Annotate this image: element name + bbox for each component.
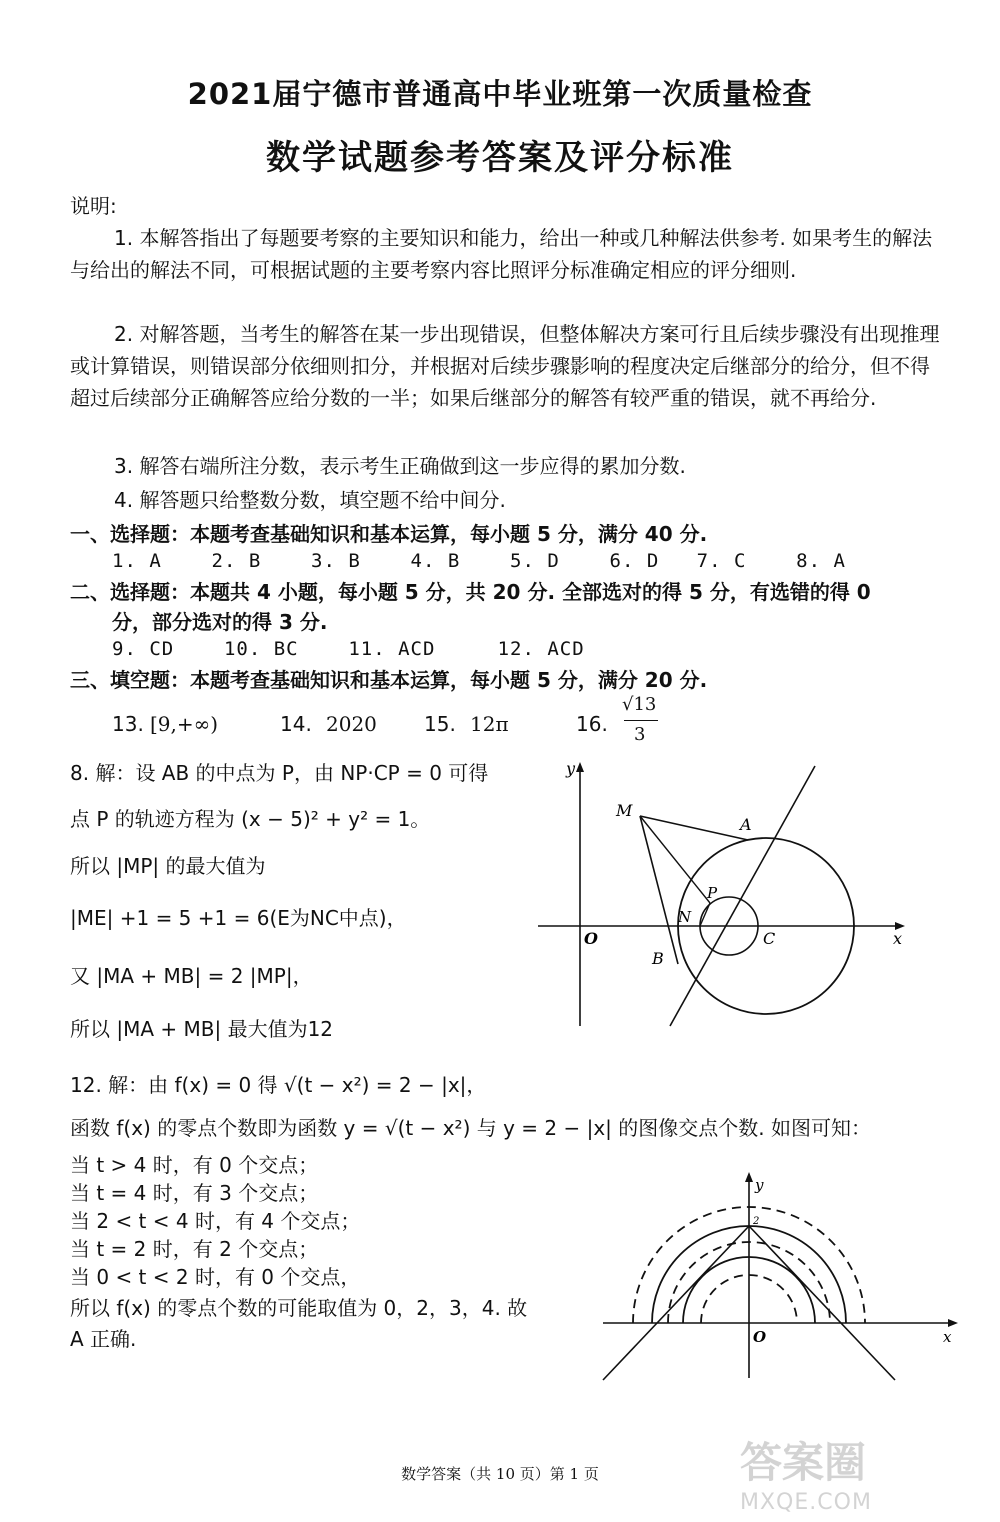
figure-8-diagram: [530, 758, 910, 1033]
sol8-line5: 又 |MA + MB| = 2 |MP|，: [70, 964, 313, 988]
segment-np: [700, 903, 710, 926]
document-title: 2021届宁德市普通高中毕业班第一次质量检查: [187, 77, 813, 111]
sol8-line4: |ME| +1 = 5 +1 = 6(E为NC中点)，: [70, 906, 407, 930]
y-axis-arrow: [576, 762, 584, 772]
sol12-case-2: 当 t = 4 时，有 3 个交点；: [70, 1181, 319, 1205]
label-b: B: [652, 949, 664, 968]
sol8-line6: 所以 |MA + MB| 最大值为12: [70, 1017, 334, 1041]
q16-numerator: √13: [622, 694, 657, 715]
label-o: O: [584, 929, 598, 948]
line-right: [749, 1226, 895, 1380]
q13-answer: [9,+∞): [150, 712, 219, 736]
q13-label: 13.: [112, 712, 144, 736]
note-item-4: 4. 解答题只给整数分数，填空题不给中间分.: [114, 488, 506, 512]
sol12-case-4: 当 t = 2 时，有 2 个交点；: [70, 1237, 319, 1261]
sol12-case-1: 当 t > 4 时，有 0 个交点；: [70, 1153, 319, 1177]
q14-answer: 2020: [326, 712, 377, 736]
q15-label: 15.: [424, 712, 456, 736]
line-ab: [670, 766, 815, 1026]
label-p: P: [707, 884, 718, 902]
section-3-answers: [112, 694, 712, 758]
line-left: [603, 1226, 749, 1380]
notes-heading: 说明:: [70, 194, 117, 218]
note-item-1: 1. 本解答指出了每题要考察的主要知识和能力，给出一种或几种解法供参考. 如果考生的解法与给出的解法不同，可根据试题的主要考察内容比照评分标准确定相应的评分细则.: [70, 226, 933, 282]
section-1-answers: 1. A 2. B 3. B 4. B 5. D 6. D 7. C 8. A: [112, 550, 846, 572]
fraction-bar: [624, 720, 658, 721]
sol12-line1: 12. 解：由 f(x) = 0 得 √(t − x²) = 2 − |x|，: [70, 1073, 487, 1097]
sol8-line1: 8. 解：设 AB 的中点为 P，由 NP·CP = 0 可得: [70, 761, 489, 785]
document-subtitle: 数学试题参考答案及评分标准: [266, 138, 734, 178]
label-a: A: [740, 815, 752, 834]
watermark-logo: [740, 1430, 970, 1515]
section-2-title-line2: 分，部分选对的得 3 分.: [112, 610, 328, 634]
note-item-3: 3. 解答右端所注分数，表示考生正确做到这一步应得的累加分数.: [114, 454, 686, 478]
sol12-case-3: 当 2 < t < 4 时，有 4 个交点；: [70, 1209, 361, 1233]
label-two: 2: [753, 1216, 760, 1227]
segment-mb: [640, 816, 678, 964]
y-axis-arrow: [745, 1172, 753, 1182]
watermark-text: 答案圈: [740, 1438, 867, 1487]
section-2-title-line1: 二、选择题：本题共 4 小题，每小题 5 分，共 20 分. 全部选对的得 5 分，有选错的得 0: [70, 580, 871, 604]
sol12-conclusion-2: A 正确.: [70, 1327, 137, 1351]
sol12-line2: 函数 f(x) 的零点个数即为函数 y = √(t − x²) 与 y = 2 − |x| 的图像交点个数. 如图可知：: [70, 1116, 871, 1140]
q16-denominator: 3: [634, 724, 646, 745]
sol12-case-5: 当 0 < t < 2 时，有 0 个交点，: [70, 1265, 361, 1289]
page-footer: 数学答案（共 10 页）第 1 页: [401, 1465, 599, 1483]
sol8-line3: 所以 |MP| 的最大值为: [70, 854, 266, 878]
section-3-title: 三、填空题：本题考查基础知识和基本运算，每小题 5 分，满分 20 分.: [70, 668, 708, 692]
figure-12-diagram: [595, 1170, 965, 1385]
section-1-title: 一、选择题：本题考查基础知识和基本运算，每小题 5 分，满分 40 分.: [70, 522, 708, 546]
sol8-line2: 点 P 的轨迹方程为 (x − 5)² + y² = 1。: [70, 807, 431, 831]
q16-label: 16.: [576, 712, 608, 736]
x-axis-arrow: [948, 1319, 958, 1327]
label-x: x: [943, 1328, 952, 1346]
sol12-conclusion-1: 所以 f(x) 的零点个数的可能取值为 0，2，3，4. 故: [70, 1296, 528, 1320]
label-y: y: [566, 759, 576, 778]
label-c: C: [763, 929, 776, 948]
label-m: M: [616, 801, 633, 820]
q15-answer: 12π: [470, 712, 509, 736]
label-x: x: [893, 929, 903, 948]
label-y: y: [755, 1176, 764, 1194]
label-o: O: [753, 1328, 767, 1346]
watermark-url: MXQE.COM: [740, 1490, 872, 1515]
label-n: N: [678, 908, 692, 926]
note-item-2: 2. 对解答题，当考生的解答在某一步出现错误，但整体解决方案可行且后续步骤没有出现推理或计算错误，则错误部分依细则扣分，并根据对后续步骤影响的程度决定后继部分的给分，但不得超过后续部分正确解答应给分数的一半；如果后继部分的解答有较严重的错误，就不再给分.: [70, 322, 940, 410]
section-2-answers: 9. CD 10. BC 11. ACD 12. ACD: [112, 638, 585, 660]
q14-label: 14.: [280, 712, 312, 736]
